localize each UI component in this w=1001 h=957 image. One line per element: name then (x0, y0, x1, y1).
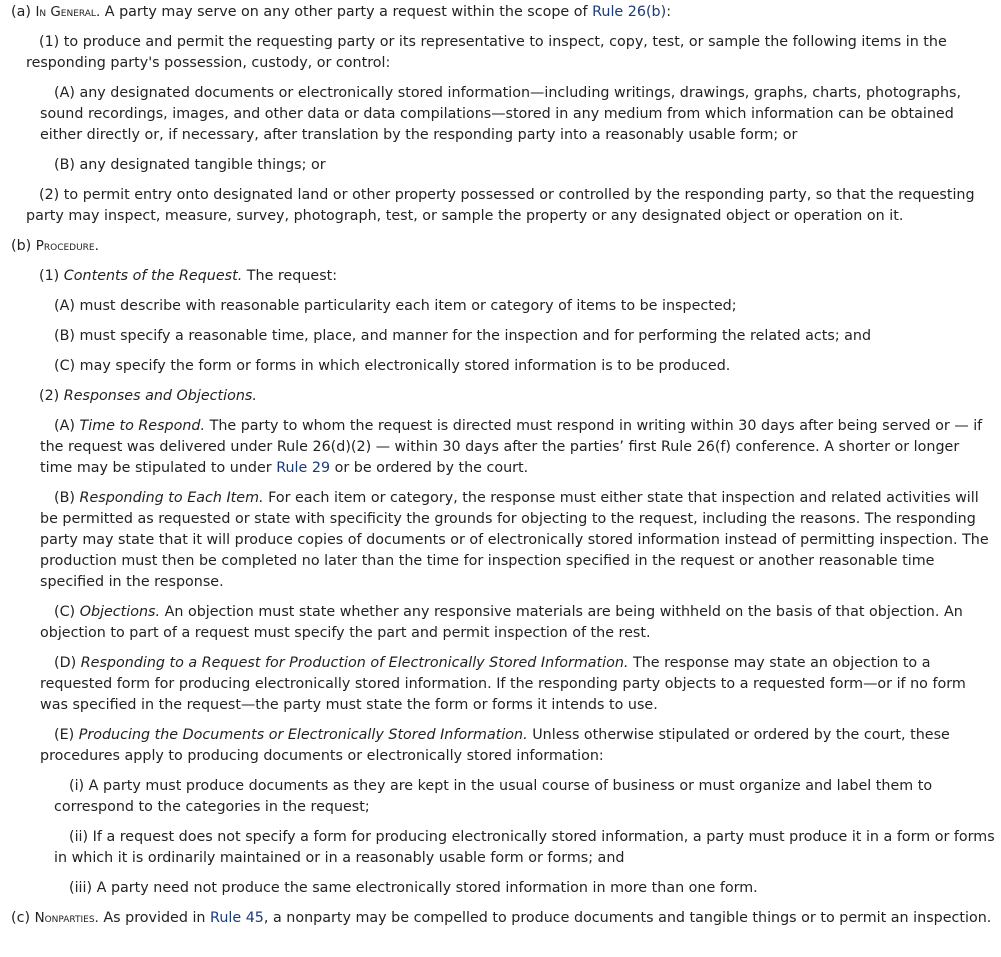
subparagraph-heading: Responding to a Request for Production of Electronically Stored Information. (80, 655, 629, 671)
subparagraph-heading: Responding to Each Item. (79, 490, 264, 506)
paragraph-label: (2) (39, 388, 64, 404)
paragraph-heading: Responses and Objections. (63, 388, 257, 404)
subdivision-heading: Nonparties. (34, 911, 99, 926)
subdivision-heading: Procedure. (35, 239, 99, 254)
subdivision-a (11, 2, 995, 23)
subparagraph-b-2-C (11, 602, 995, 644)
rule-text (11, 2, 995, 938)
paragraph-b-2 (11, 386, 995, 407)
subparagraph-a-1-A: (A) any designated documents or electronically stored information—including writings, drawings, graphs, charts, photographs, sound recordings, images, and other data or data compilations—stored in any medium from which information can be obtained either directly or, if necessary, after translation by the responding party into a reasonably usable form; or (40, 85, 962, 143)
subparagraph-b-1-B: (B) must specify a reasonable time, place, and manner for the inspection and for performing the related acts; and (54, 328, 872, 344)
subparagraph-a-1-B: (B) any designated tangible things; or (54, 157, 326, 173)
subparagraph-b-2-E (11, 725, 995, 767)
subparagraph-text: or be ordered by the court. (330, 460, 529, 476)
paragraph-text: , a nonparty may be compelled to produce documents and tangible things or to permit an inspection. (263, 910, 992, 926)
subparagraph-heading: Time to Respond. (79, 418, 206, 434)
subparagraph-text: For each item or category, the response must either state that inspection and related activities will be permitted as requested or state with specificity the grounds for objecting to the request, including the reasons. The responding party may state that it will produce copies of documents or of electronically stored information instead of permitting inspection. The production must then be completed no later than the time for inspection specified in the request or another reasonable time specified in the response. (40, 490, 989, 590)
rule-45-link[interactable]: Rule 45 (210, 910, 264, 926)
subparagraph-label: (E) (54, 727, 79, 743)
paragraph-text: The request: (242, 268, 338, 284)
clause-b-2-E-i: (i) A party must produce documents as they are kept in the usual course of business or must organize and label them to correspond to the categories in the request; (54, 778, 933, 815)
subparagraph-b-1-A: (A) must describe with reasonable particularity each item or category of items to be inspected; (54, 298, 737, 314)
paragraph-b-1 (11, 266, 995, 287)
subparagraph-text: Unless otherwise stipulated or ordered by the court, these procedures apply to producing documents or electronically stored information: (40, 727, 950, 764)
paragraph-text: As provided in (98, 910, 211, 926)
subdivision-label: (c) (11, 910, 35, 926)
subparagraph-text: An objection must state whether any responsive materials are being withheld on the basis of that objection. An objection to part of a request must specify the part and permit inspection of the rest. (40, 604, 963, 641)
subparagraph-text: The response may state an objection to a requested form for producing electronically stored information. If the responding party objects to a requested form—or if no form was specified in the request—the party must state the form or forms it intends to use. (40, 655, 966, 713)
subparagraph-b-1-C: (C) may specify the form or forms in which electronically stored information is to be produced. (54, 358, 731, 374)
subparagraph-heading: Producing the Documents or Electronically Stored Information. (78, 727, 528, 743)
paragraph-a-2: (2) to permit entry onto designated land or other property possessed or controlled by the responding party, so that the requesting party may inspect, measure, survey, photograph, test, or sample the property or any designated object or operation on it. (26, 187, 975, 224)
subparagraph-label: (A) (54, 418, 80, 434)
rule-26b-link[interactable]: Rule 26(b) (592, 4, 667, 20)
subparagraph-b-2-A (11, 416, 995, 479)
subparagraph-b-2-D (11, 653, 995, 716)
subparagraph-heading: Objections. (79, 604, 161, 620)
subparagraph-label: (D) (54, 655, 81, 671)
paragraph-text: : (666, 4, 672, 20)
paragraph-a-1: (1) to produce and permit the requesting party or its representative to inspect, copy, test, or sample the following items in the responding party's possession, custody, or control: (26, 34, 947, 71)
subparagraph-label: (B) (54, 490, 80, 506)
subparagraph-label: (C) (54, 604, 80, 620)
subdivision-label: (b) (11, 238, 36, 254)
subdivision-b (11, 236, 995, 257)
paragraph-text: A party may serve on any other party a request within the scope of (100, 4, 593, 20)
subdivision-heading: In General. (35, 5, 101, 20)
subdivision-c (11, 908, 995, 929)
rule-29-link[interactable]: Rule 29 (276, 460, 331, 476)
clause-b-2-E-ii: (ii) If a request does not specify a form for producing electronically stored information, a party must produce it in a form or forms in which it is ordinarily maintained or in a reasonably usable form or forms; and (54, 829, 995, 866)
paragraph-label: (1) (39, 268, 64, 284)
subparagraph-b-2-B (11, 488, 995, 593)
paragraph-heading: Contents of the Request. (63, 268, 243, 284)
subparagraph-text: The party to whom the request is directed must respond in writing within 30 days after being served or — if the request was delivered under Rule 26(d)(2) — within 30 days after the parties’ first Rule 26(f) conference. A shorter or longer time may be stipulated to under (40, 418, 983, 476)
subdivision-label: (a) (11, 4, 36, 20)
clause-b-2-E-iii: (iii) A party need not produce the same electronically stored information in more than one form. (69, 880, 758, 896)
